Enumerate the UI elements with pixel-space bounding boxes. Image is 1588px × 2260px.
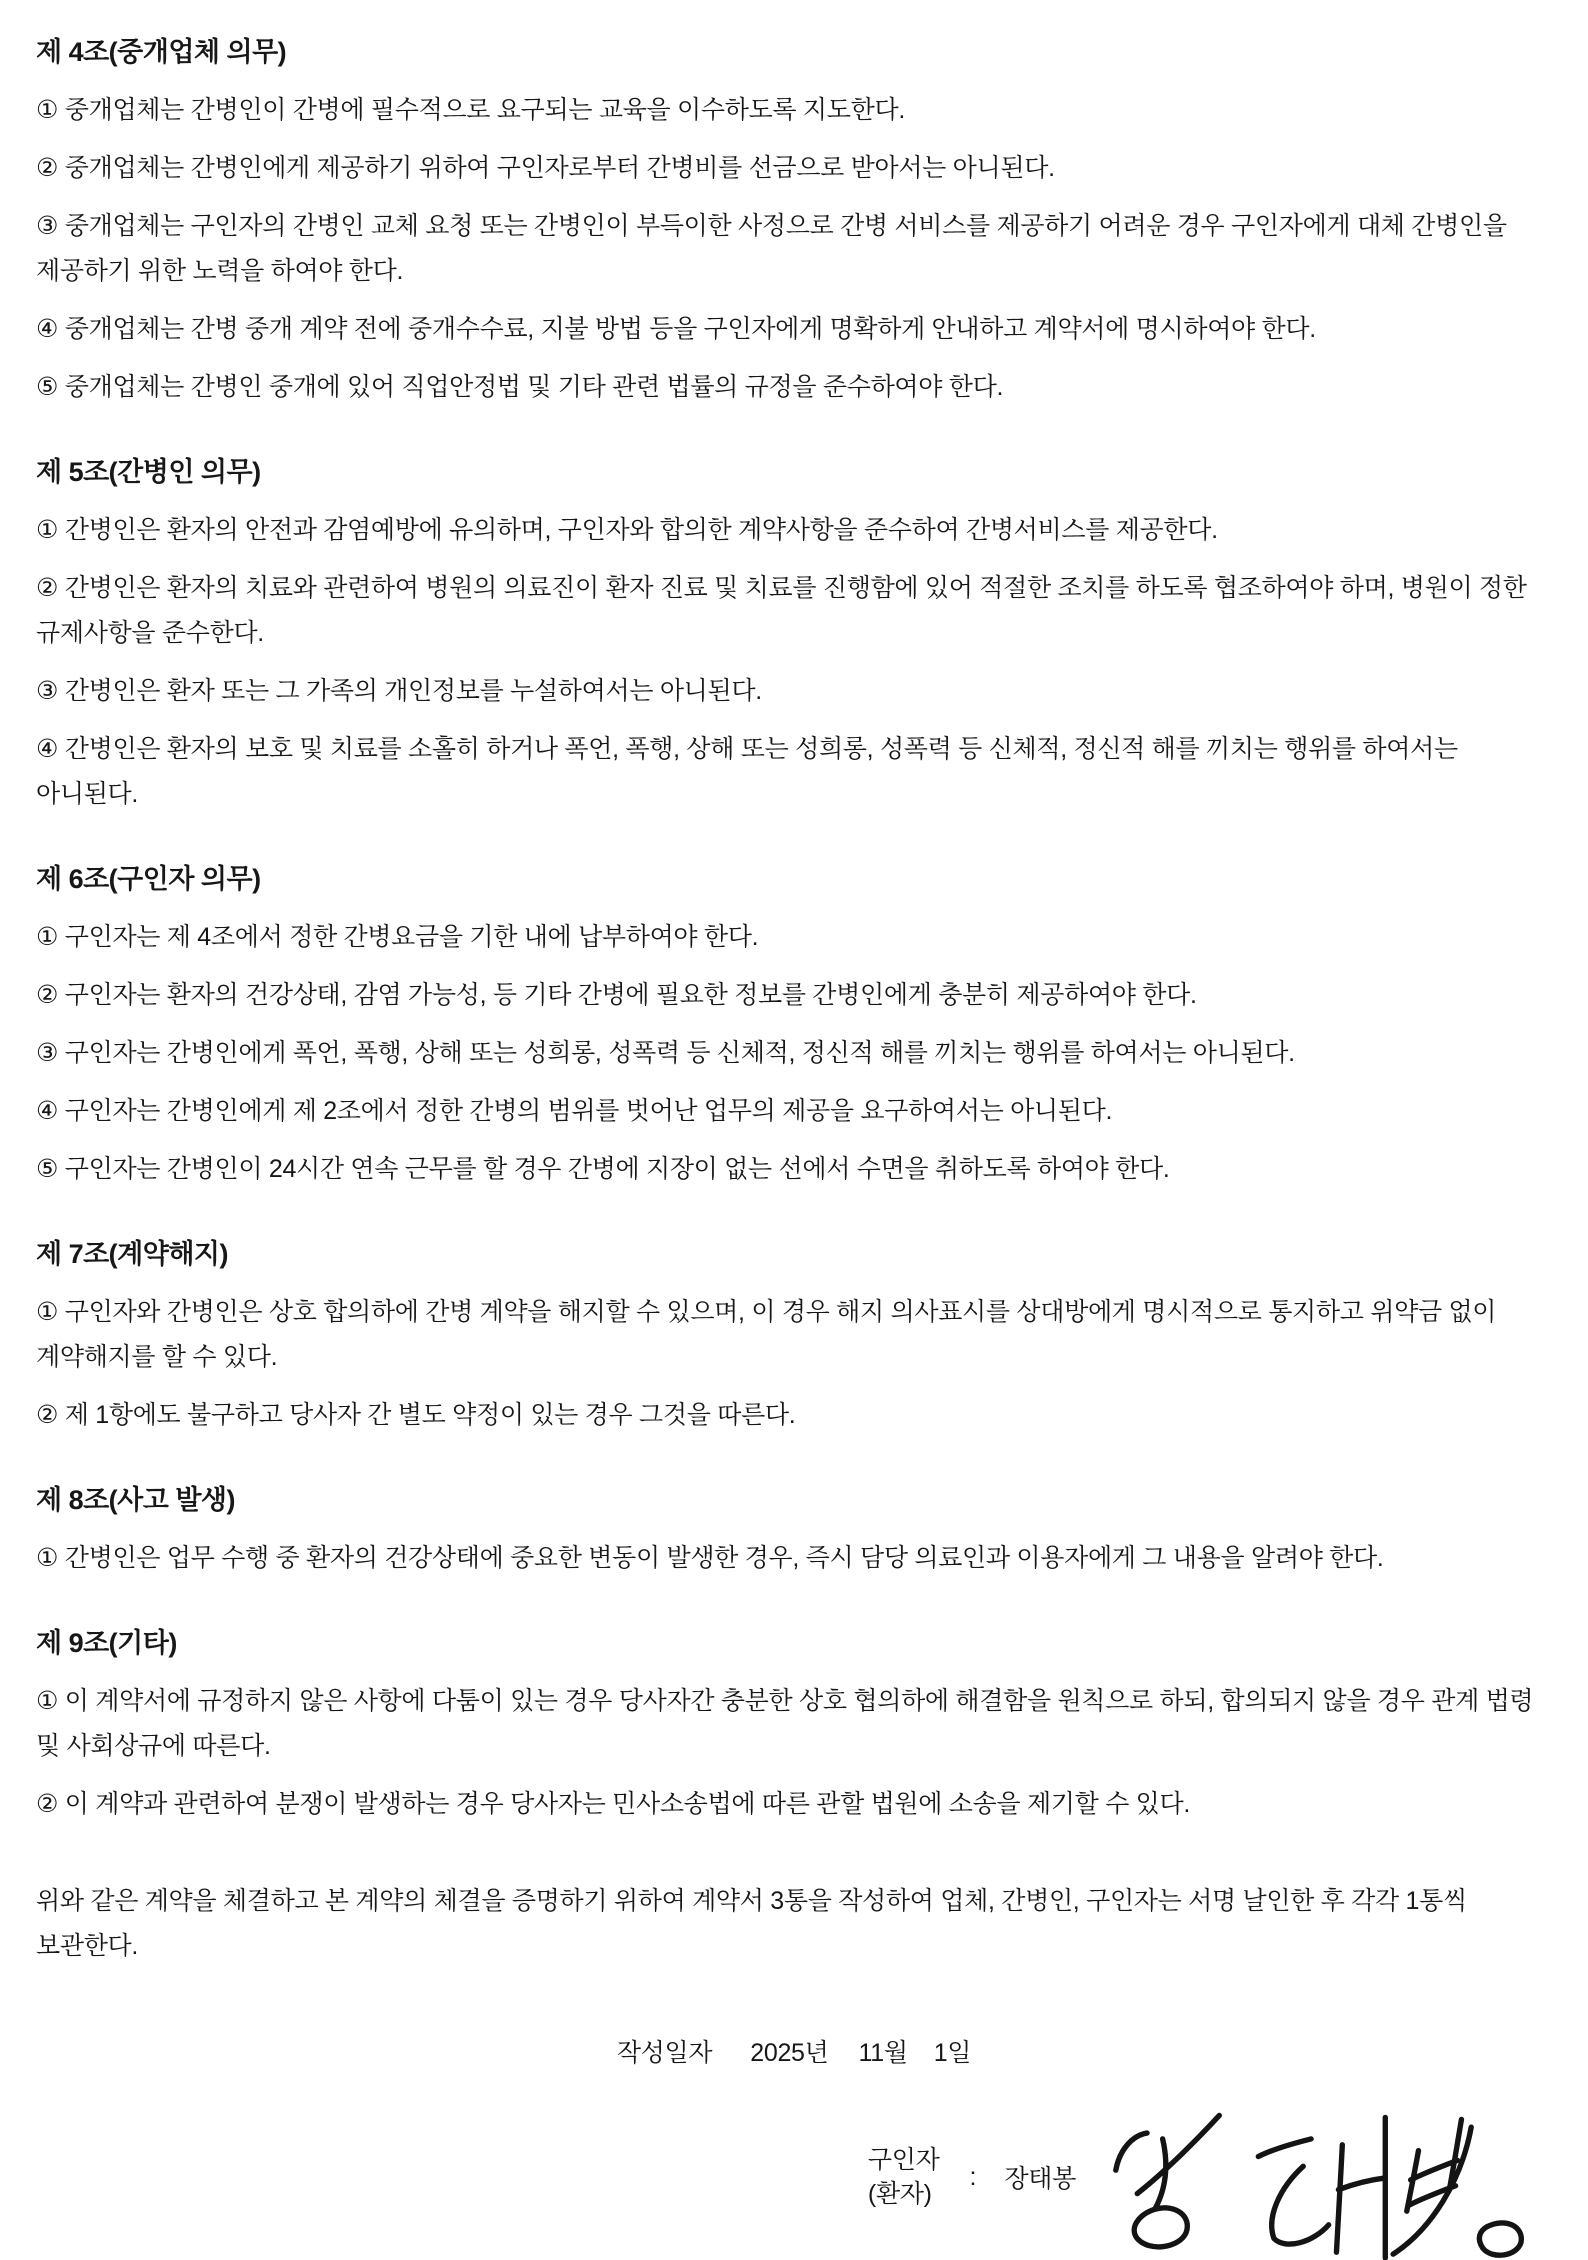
article-5-clause-1: ① 간병인은 환자의 안전과 감염예방에 유의하며, 구인자와 합의한 계약사항을 준수하여 간병서비스를 제공한다. [36, 516, 1218, 544]
article-5-clause-3: ③ 간병인은 환자 또는 그 가족의 개인정보를 누설하여서는 아니된다. [36, 677, 762, 705]
article-4-clause-4: ④ 중개업체는 간병 중개 계약 전에 중개수수료, 지불 방법 등을 구인자에게 명확하게 안내하고 계약서에 명시하여야 한다. [36, 315, 1316, 343]
article-6-clause-2: ② 구인자는 환자의 건강상태, 감염 가능성, 등 기타 간병에 필요한 정보를 간병인에게 충분히 제공하여야 한다. [36, 981, 1197, 1009]
article-4-clause-2: ② 중개업체는 간병인에게 제공하기 위하여 구인자로부터 간병비를 선금으로 받아서는 아니된다. [36, 154, 1055, 182]
handwritten-signature-icon [1102, 2094, 1526, 2260]
article-6-clause-3: ③ 구인자는 간병인에게 폭언, 폭행, 상해 또는 성희롱, 성폭력 등 신체적, 정신적 해를 끼치는 행위를 하여서는 아니된다. [36, 1039, 1295, 1067]
article-9-clause-2: ② 이 계약과 관련하여 분쟁이 발생하는 경우 당사자는 민사소송법에 따른 관할 법원에 소송을 제기할 수 있다. [36, 1790, 1190, 1818]
article-6 [36, 857, 1552, 1192]
signature-printed-name: 장태봉 [1004, 2165, 1076, 2193]
date-day: 1일 [933, 2039, 972, 2067]
article-9-clause-1: ① 이 계약서에 규정하지 않은 사항에 다툼이 있는 경우 당사자간 충분한 상호 협의하에 해결함을 원칙으로 하되, 합의되지 않을 경우 관계 법령 및 사회상규에 따른다. [36, 1687, 1534, 1760]
signature-party-line2: (환자) [867, 2180, 932, 2208]
article-4-clause-5: ⑤ 중개업체는 간병인 중개에 있어 직업안정법 및 기타 관련 법률의 규정을 준수하여야 한다. [36, 373, 1004, 401]
written-date [36, 2031, 1552, 2076]
article-4-clause-3: ③ 중개업체는 구인자의 간병인 교체 요청 또는 간병인이 부득이한 사정으로 간병 서비스를 제공하기 어려운 경우 구인자에게 대체 간병인을 제공하기 위한 노력을 하여야 한다. [36, 212, 1507, 285]
article-5-title: 제 5조(간병인 의무) [36, 457, 261, 487]
article-8-clause-1: ① 간병인은 업무 수행 중 환자의 건강상태에 중요한 변동이 발생한 경우, 즉시 담당 의료인과 이용자에게 그 내용을 알려야 한다. [36, 1544, 1384, 1572]
article-4 [36, 30, 1552, 410]
article-6-title: 제 6조(구인자 의무) [36, 864, 261, 894]
signature-party-line1: 구인자 [867, 2146, 940, 2174]
article-8 [36, 1478, 1552, 1581]
article-7-clause-1: ① 구인자와 간병인은 상호 합의하에 간병 계약을 해지할 수 있으며, 이 경우 해지 의사표시를 상대방에게 명시적으로 통지하고 위약금 없이 계약해지를 할 수 있다. [36, 1298, 1497, 1371]
article-6-clause-5: ⑤ 구인자는 간병인이 24시간 연속 근무를 할 경우 간병에 지장이 없는 선에서 수면을 취하도록 하여야 한다. [36, 1155, 1170, 1183]
article-5-clause-4: ④ 간병인은 환자의 보호 및 치료를 소홀히 하거나 폭언, 폭행, 상해 또는 성희롱, 성폭력 등 신체적, 정신적 해를 끼치는 행위를 하여서는 아니된다. [36, 735, 1458, 808]
article-7-title: 제 7조(계약해지) [36, 1239, 228, 1269]
article-5 [36, 450, 1552, 817]
article-6-clause-1: ① 구인자는 제 4조에서 정한 간병요금을 기한 내에 납부하여야 한다. [36, 923, 759, 951]
signature-block [36, 2094, 1552, 2260]
article-7 [36, 1232, 1552, 1438]
article-8-title: 제 8조(사고 발생) [36, 1485, 235, 1515]
date-label: 작성일자 [616, 2039, 713, 2067]
date-month: 11월 [858, 2039, 908, 2067]
article-9-title: 제 9조(기타) [36, 1628, 177, 1658]
article-4-title: 제 4조(중개업체 의무) [36, 37, 287, 67]
article-5-clause-2: ② 간병인은 환자의 치료와 관련하여 병원의 의료진이 환자 진료 및 치료를 진행함에 있어 적절한 조치를 하도록 협조하여야 하며, 병원이 정한 규제사항을 준수한다. [36, 574, 1527, 647]
signature-colon: : [969, 2162, 977, 2191]
article-7-clause-2: ② 제 1항에도 불구하고 당사자 간 별도 약정이 있는 경우 그것을 따른다. [36, 1401, 796, 1429]
date-year: 2025년 [750, 2039, 829, 2067]
signature-party-label [868, 2143, 940, 2211]
closing-statement: 위와 같은 계약을 체결하고 본 계약의 체결을 증명하기 위하여 계약서 3통을 작성하여 업체, 간병인, 구인자는 서명 날인한 후 각각 1통씩 보관한다. [36, 1887, 1467, 1960]
article-4-clause-1: ① 중개업체는 간병인이 간병에 필수적으로 요구되는 교육을 이수하도록 지도한다. [36, 96, 905, 124]
article-9 [36, 1621, 1552, 1827]
article-6-clause-4: ④ 구인자는 간병인에게 제 2조에서 정한 간병의 범위를 벗어난 업무의 제공을 요구하여서는 아니된다. [36, 1097, 1113, 1125]
